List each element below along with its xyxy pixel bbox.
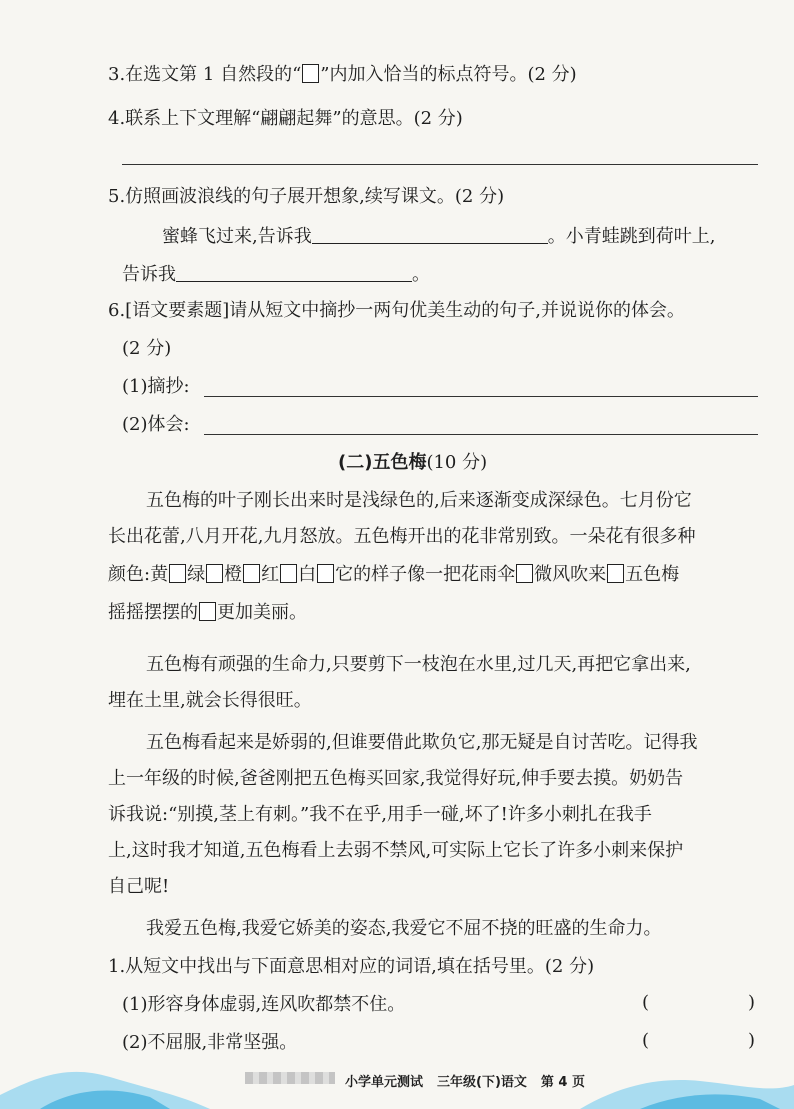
sub-question-1: 1.从短文中找出与下面意思相对应的词语,填在括号里。(2 分) xyxy=(108,956,595,977)
punctuation-box[interactable] xyxy=(302,64,319,83)
footer xyxy=(345,1071,599,1090)
question-4: 4.联系上下文理解“翩翩起舞”的意思。(2 分) xyxy=(108,108,463,129)
punctuation-box[interactable] xyxy=(280,564,297,583)
p1-seg: 它的样子像一把花雨伞 xyxy=(335,564,516,585)
copy-label: (1)摘抄: xyxy=(122,376,190,397)
p1-seg: 更加美丽。 xyxy=(217,602,307,623)
punctuation-box[interactable] xyxy=(607,564,624,583)
passage-p3-line-3: 诉我说:“别摸,茎上有刺。”我不在乎,用手一碰,坏了!许多小刺扎在我手 xyxy=(108,804,652,825)
question-5-line-1 xyxy=(162,224,715,250)
question-5: 5.仿照画波浪线的句子展开想象,续写课文。(2 分) xyxy=(108,186,505,207)
copy-answer-line[interactable] xyxy=(204,396,758,397)
p1-seg: 橙 xyxy=(224,564,243,585)
question-3 xyxy=(108,62,577,88)
p1-seg: 红 xyxy=(261,564,280,585)
p1-seg: 绿 xyxy=(187,564,206,585)
punctuation-box[interactable] xyxy=(199,602,216,621)
passage-p3-line-1: 五色梅看起来是娇弱的,但谁要借此欺负它,那无疑是自讨苦吃。记得我 xyxy=(146,732,698,753)
passage-p3-line-2: 上一年级的时候,爸爸刚把五色梅买回家,我觉得好玩,伸手要去摸。奶奶告 xyxy=(108,768,684,789)
punctuation-box[interactable] xyxy=(317,564,334,583)
footer-blurred-logo xyxy=(245,1072,335,1084)
footer-page-number: 第 4 页 xyxy=(540,1075,586,1090)
sub-question-1-item-2: (2)不屈服,非常坚强。 xyxy=(122,1032,298,1053)
answer-paren-open-1[interactable]: ( xyxy=(642,992,650,1013)
section-2-heading xyxy=(338,450,487,476)
answer-paren-open-2[interactable]: ( xyxy=(642,1030,650,1051)
passage-p4-line-1: 我爱五色梅,我爱它娇美的姿态,我爱它不屈不挠的旺盛的生命力。 xyxy=(146,918,662,939)
p1-seg: 白 xyxy=(298,564,317,585)
q5-text-b: 。小青蛙跳到荷叶上, xyxy=(547,226,716,247)
q5-blank-1[interactable] xyxy=(312,225,548,244)
section-2-score: (10 分) xyxy=(426,452,488,473)
answer-line-q4[interactable] xyxy=(122,164,758,165)
question-3-text-a: 3.在选文第 1 自然段的“ xyxy=(108,64,302,85)
question-3-text-b: ”内加入恰当的标点符号。(2 分) xyxy=(320,64,577,85)
q5-blank-2[interactable] xyxy=(176,263,412,282)
section-2-title: (二)五色梅 xyxy=(338,452,427,473)
answer-paren-close-2[interactable]: ) xyxy=(748,1030,756,1051)
passage-p1-line-4 xyxy=(108,600,307,626)
question-6-score: (2 分) xyxy=(122,338,172,359)
punctuation-box[interactable] xyxy=(169,564,186,583)
passage-p1-line-1: 五色梅的叶子刚长出来时是浅绿色的,后来逐渐变成深绿色。七月份它 xyxy=(146,490,692,511)
passage-p2-line-2: 埋在土里,就会长得很旺。 xyxy=(108,690,312,711)
p1-seg: 五色梅 xyxy=(625,564,680,585)
passage-p3-line-5: 自己呢! xyxy=(108,876,170,897)
answer-paren-close-1[interactable]: ) xyxy=(748,992,756,1013)
p1-seg: 微风吹来 xyxy=(534,564,607,585)
q5-text-c: 告诉我 xyxy=(122,264,176,285)
question-6: 6.[语文要素题]请从短文中摘抄一两句优美生动的句子,并说说你的体会。 xyxy=(108,300,685,321)
q5-text-a: 蜜蜂飞过来,告诉我 xyxy=(162,226,312,247)
feel-answer-line[interactable] xyxy=(204,434,758,435)
passage-p2-line-1: 五色梅有顽强的生命力,只要剪下一枝泡在水里,过几天,再把它拿出来, xyxy=(146,654,691,675)
sub-question-1-item-1: (1)形容身体虚弱,连风吹都禁不住。 xyxy=(122,994,406,1015)
punctuation-box[interactable] xyxy=(243,564,260,583)
question-5-line-2 xyxy=(122,262,430,288)
footer-series: 小学单元测试 xyxy=(345,1075,424,1090)
punctuation-box[interactable] xyxy=(516,564,533,583)
p1-seg: 摇摇摆摆的 xyxy=(108,602,198,623)
footer-grade: 三年级(下)语文 xyxy=(437,1075,527,1090)
p1-seg: 颜色:黄 xyxy=(108,564,169,585)
passage-p1-line-2: 长出花蕾,八月开花,九月怒放。五色梅开出的花非常别致。一朵花有很多种 xyxy=(108,526,696,547)
q5-text-d: 。 xyxy=(412,264,430,285)
passage-p1-line-3 xyxy=(108,562,679,588)
feel-label: (2)体会: xyxy=(122,414,190,435)
punctuation-box[interactable] xyxy=(206,564,223,583)
passage-p3-line-4: 上,这时我才知道,五色梅看上去弱不禁风,可实际上它长了许多小刺来保护 xyxy=(108,840,684,861)
